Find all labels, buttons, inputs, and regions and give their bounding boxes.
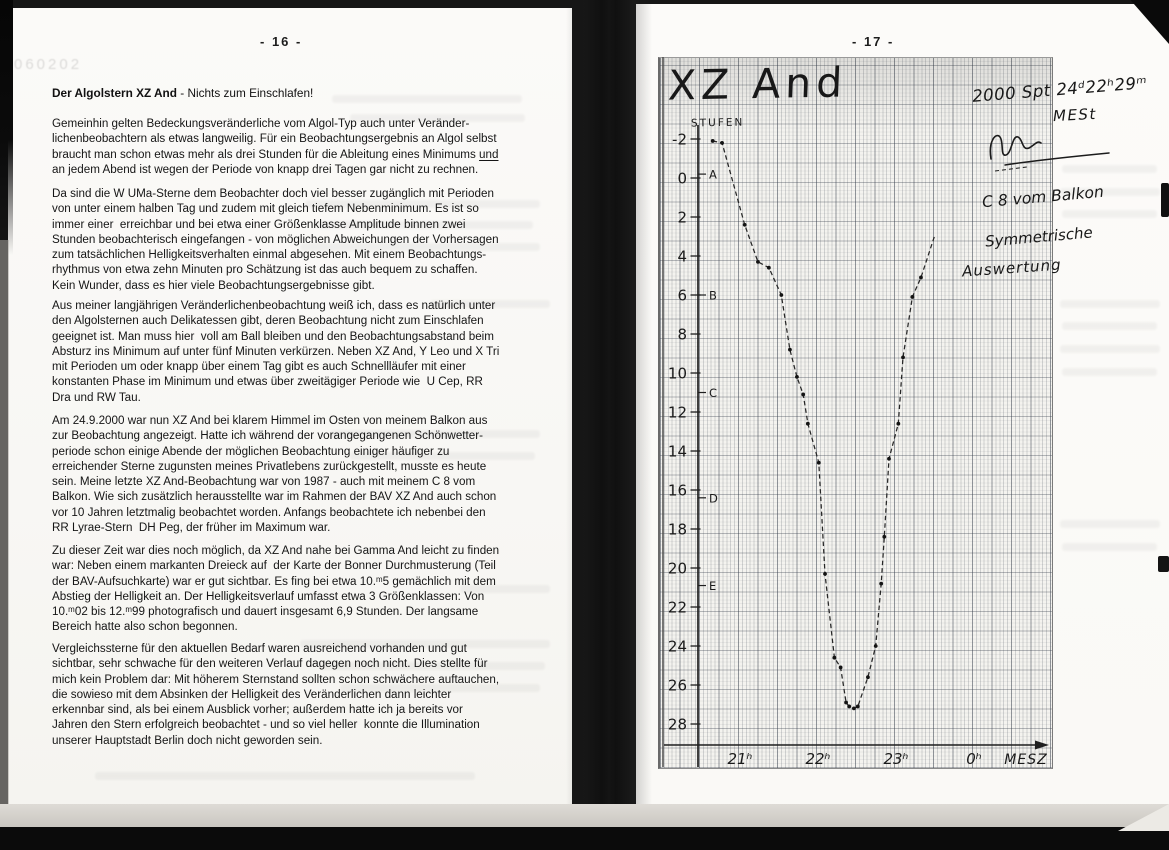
evaluation-note-line1: Symmetrische (984, 223, 1094, 251)
scan-edge-gray-left (0, 240, 9, 810)
ghost-bleed-line (300, 243, 540, 251)
ghost-bleed-line (318, 221, 533, 229)
y-tick-label: 26 (667, 676, 687, 695)
ghost-bleed-line (1062, 368, 1157, 376)
ghost-bleed-line (1062, 210, 1157, 218)
ghost-bleed-line (340, 684, 540, 692)
scan-bottom-black-band (0, 827, 1169, 850)
paragraph: Zu dieser Zeit war dies noch möglich, da XZ And nahe bei Gamma And leicht zu finden war: Neben einem markanten Dreieck auf der Karte der Bonner Durchmusterung (Teil der BAV-Aufsuchkarte) war er gut sichtbar. Es fing bei etwa 10.ᵐ5 gemächlich mit dem Abstieg der Helligkeit an. Der Helligkeitsverlauf umfasst etwa 3 Größenklassen: Von 10.ᵐ02 bis 12.ᵐ99 photografisch und dauert insgesamt 6,9 Stunden. Der langsame Bereich hatte also schon begonnen. (52, 544, 500, 634)
ghost-bleed-line (330, 430, 540, 438)
ghost-bleed-line (1060, 188, 1160, 196)
ghost-bleed-text: 060202 (14, 56, 83, 73)
paragraph: Gemeinhin gelten Bedeckungsveränderliche vom Algol-Typ auch unter Veränder- lichenbeobachtern als etwas langweilig. Für ein Beobachtungsergebnis an Algol selbst braucht man schon etwas mehr als drei Stunden für die Ableitung eines Minimums und an jedem Abend ist wegen der Periode von knapp drei Tagen gar nicht zu rechnen. (52, 117, 499, 176)
y-tick-label: 16 (667, 481, 687, 500)
x-tick-label: 22ʰ (805, 750, 831, 767)
x-tick-label: 21ʰ (727, 750, 753, 767)
chart-title: XZ And (667, 58, 849, 110)
y-tick-label: 8 (677, 325, 687, 344)
ghost-bleed-line (350, 452, 535, 460)
comparison-star-label: C (709, 386, 718, 400)
x-tick-label: 0ʰ (966, 750, 982, 767)
ghost-bleed-line (460, 585, 550, 593)
ghost-bleed-line (305, 200, 540, 208)
article-title (52, 86, 313, 100)
ghost-bleed-line (1062, 322, 1157, 330)
observation-datetime: 2000 Spt 24ᵈ22ʰ29ᵐ (971, 73, 1148, 106)
page-number-left: - 16 - (260, 34, 303, 49)
comparison-star-label: E (709, 579, 717, 594)
page-number-right: - 17 - (852, 34, 895, 49)
ghost-bleed-line (332, 95, 522, 103)
ghost-bleed-line (95, 772, 475, 780)
scan-edge-shadow-left (0, 0, 13, 255)
comparison-star-label: B (709, 288, 717, 303)
scan-bottom-gray-band (0, 804, 1169, 828)
ghost-bleed-line (1060, 300, 1160, 308)
ghost-bleed-line (1060, 520, 1160, 528)
ghost-bleed-line (1062, 543, 1157, 551)
paragraph: Aus meiner langjährigen Veränderlichenbeobachtung weiß ich, dass es natürlich unter den Algolsternen auch Delikatessen gibt, deren Beobachtung nicht zum Einschlafen geeignet ist. Man muss hier voll am Ball bleiben und den Beobachtungsabstand beim Absturz ins Minimum auf unter fünf Minuten verkürzen. Neben XZ And, Y Leo und X Tri mit Perioden um oder knapp über einem Tag gibt es auch Schnellläufer mit einer konstanten Phase im Minimum und etwas über zweitägiger Periode wie U Cep, RR Dra und RW Tau. (52, 299, 500, 404)
y-tick-label: 14 (667, 442, 687, 461)
ghost-bleed-line (1062, 165, 1157, 173)
y-tick-label: 22 (667, 598, 687, 617)
paragraph: Da sind die W UMa-Sterne dem Beobachter doch viel besser zugänglich mit Perioden von unter einem halben Tag und zudem mit gleich tiefem Nebenminimum. Es ist so immer einer erreichbar und bei etwa einer Größenklasse Amplitude binnen zwei Stunden beobachterisch eingefangen - von möglichen Abweichungen der Vorhersagen zum tatsächlichen Helligkeitsverhalten einmal abgesehen. Mit einem Beobachtungs- rhythmus von etwa zehn Minuten pro Schätzung ist das auch bequem zu schaffen. Kein Wunder, dass es hier viele Beobachtungsergebnisse gibt. (52, 187, 499, 292)
scan-mark-right-1 (1161, 183, 1169, 217)
paragraph: Vergleichssterne für den aktuellen Bedarf waren ausreichend vorhanden und gut sichtbar, sehr schwache für den weiteren Verlauf dagegen noch nicht. Dies stellte für mich kein Problem dar: Mit höherem Sternstand sollten schon schwächere auftauchen, die sowieso mit dem Absinken der Helligkeit des Veränderlichen dann leichter erkennbar sind, als bei einem Ausblick vorher; außerdem hatte ich ja bereits vor Jahren den Stern erfolgreich beobachtet - und so viel heller konnte die Illumination unserer Hauptstadt Berlin doch nicht geworden sein. (52, 642, 500, 747)
y-tick-label: 4 (677, 247, 687, 266)
y-tick-label: 2 (677, 208, 687, 227)
y-tick-label: 6 (677, 286, 687, 305)
ghost-bleed-line (300, 640, 550, 648)
timezone-note: MESt (1052, 104, 1098, 126)
x-axis-unit-label: MESZ (1004, 752, 1048, 767)
y-tick-label: -2 (672, 130, 687, 149)
y-tick-label: 10 (667, 364, 687, 383)
evaluation-note-line2: Auswertung (961, 255, 1063, 281)
paragraph: Am 24.9.2000 war nun XZ And bei klarem Himmel im Osten von meinem Balkon aus zur Beobachtung angezeigt. Hatte ich während der vorangegangenen Schönwetter- periode schon einige Abende der möglichen Beobachtung einiger häufiger zu erreichender Sterne zugunsten meines Privatlebens zurückgestellt, musste es heute sein. Meine letzte XZ And-Beobachtung war von 1987 - auch mit meinem C 8 vom Balkon. Wie sich zusätzlich herausstellte war im Rahmen der BAV XZ And auch schon vor 10 Jahren letztmalig beobachtet worden. Anfangs beobachtete ich nebenbei den RR Lyrae-Stern DH Peg, der früher im Maximum war. (52, 414, 497, 535)
comparison-star-label: A (709, 167, 717, 182)
comparison-star-label: D (709, 491, 718, 506)
graph-paper-margin-line (662, 57, 664, 767)
y-tick-label: 0 (677, 169, 687, 188)
y-tick-label: 20 (667, 559, 687, 578)
y-tick-label: 12 (667, 403, 687, 422)
ghost-bleed-line (430, 300, 550, 308)
y-tick-label: 18 (667, 520, 687, 539)
ghost-bleed-line (350, 114, 525, 122)
y-tick-label: 28 (667, 715, 687, 734)
x-tick-label: 23ʰ (883, 750, 909, 767)
instrument-note: C 8 vom Balkon (981, 182, 1105, 212)
ghost-bleed-line (320, 662, 545, 670)
y-axis-title: STUFEN (690, 116, 745, 130)
article-title-star: Der Algolstern XZ And (52, 86, 177, 100)
article-title-subtitle: - Nichts zum Einschlafen! (176, 86, 314, 100)
scan-mark-right-2 (1158, 556, 1169, 572)
y-tick-label: 24 (667, 637, 687, 656)
page-gutter-shadow (566, 0, 652, 820)
ghost-bleed-line (1060, 345, 1160, 353)
